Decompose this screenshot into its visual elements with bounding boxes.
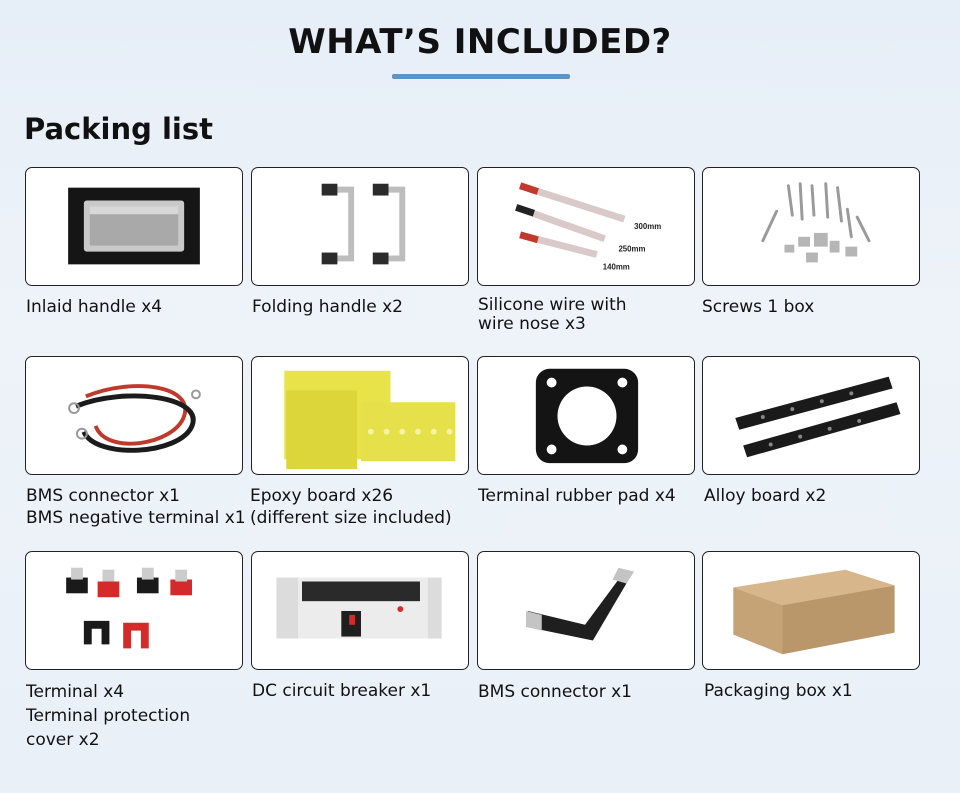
item-card-silicone-wire — [477, 167, 695, 286]
item-card-terminal — [25, 551, 243, 670]
item-card-bms-cable — [25, 356, 243, 475]
inlaid-handle-image — [26, 168, 242, 285]
item-caption: Silicone wire with wire nose x3 — [478, 295, 627, 334]
wire-length-label: 300mm — [634, 221, 662, 231]
item-caption: Folding handle x2 — [252, 297, 403, 317]
alloy-board-image — [703, 357, 919, 474]
bms-connector-image — [478, 552, 694, 669]
packaging-box-image — [703, 552, 919, 669]
item-caption: Terminal x4 Terminal protection cover x2 — [26, 682, 191, 750]
wire-length-label: 250mm — [618, 244, 646, 254]
title-underline — [392, 74, 570, 79]
item-caption: BMS connector x1 — [478, 682, 632, 702]
item-caption: Packaging box x1 — [704, 681, 853, 701]
rubber-pad-image — [478, 357, 694, 474]
item-caption: BMS connector x1 BMS negative terminal x1 — [26, 486, 246, 528]
item-card-screws — [702, 167, 920, 286]
bms-cable-image — [26, 357, 242, 474]
wire-length-label: 140mm — [602, 262, 630, 272]
item-caption: DC circuit breaker x1 — [252, 681, 432, 701]
item-card-epoxy-board — [251, 356, 469, 475]
item-card-alloy-board — [702, 356, 920, 475]
item-card-circuit-breaker — [251, 551, 469, 670]
item-card-rubber-pad — [477, 356, 695, 475]
epoxy-board-image — [252, 357, 468, 474]
item-card-packaging-box — [702, 551, 920, 670]
silicone-wire-image — [478, 168, 694, 285]
folding-handle-image — [252, 168, 468, 285]
terminal-image — [26, 552, 242, 669]
item-caption: Screws 1 box — [702, 297, 815, 317]
item-caption: Terminal rubber pad x4 — [478, 486, 676, 506]
item-caption: Epoxy board x26 (different size included) — [250, 486, 452, 528]
item-card-inlaid-handle — [25, 167, 243, 286]
section-title: Packing list — [24, 112, 213, 146]
page-title: WHAT’S INCLUDED? — [288, 22, 672, 62]
circuit-breaker-image — [252, 552, 468, 669]
item-caption: Alloy board x2 — [704, 486, 827, 506]
item-card-bms-connector — [477, 551, 695, 670]
item-card-folding-handle — [251, 167, 469, 286]
screws-image — [703, 168, 919, 285]
item-caption: Inlaid handle x4 — [26, 297, 163, 317]
